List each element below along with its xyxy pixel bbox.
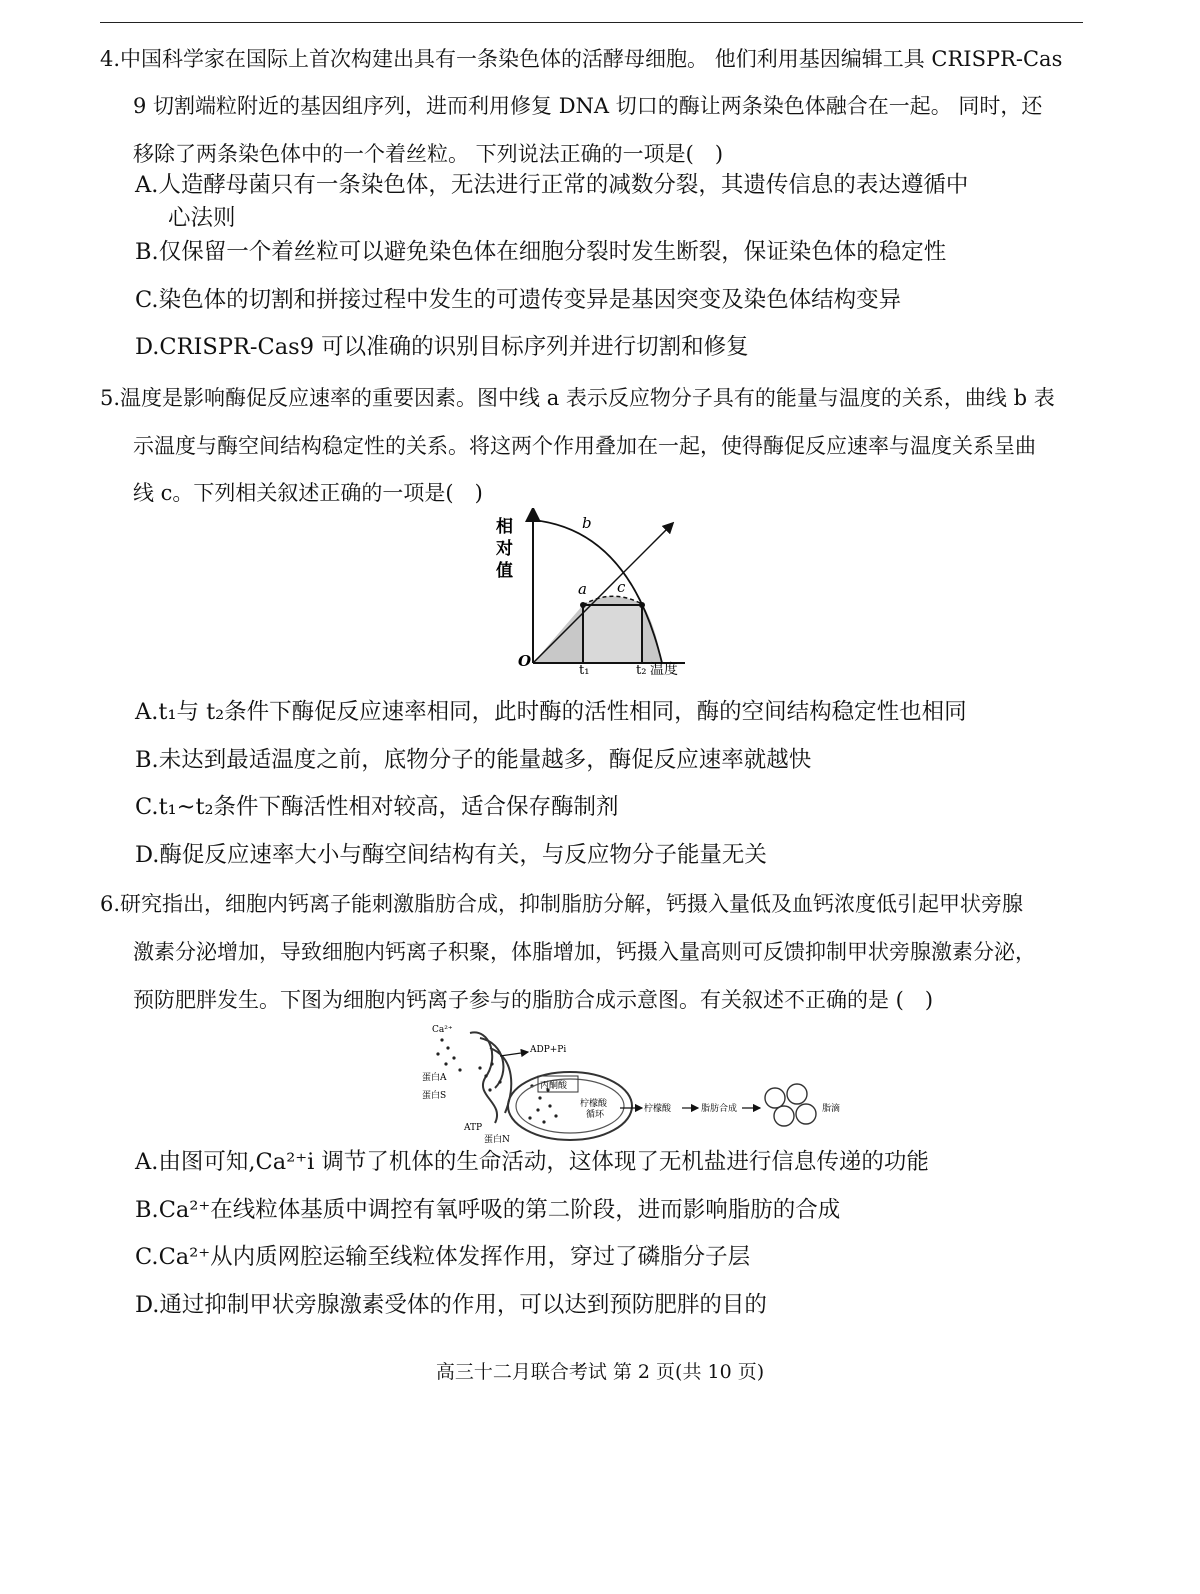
adp-label: ADP+Pi: [530, 1045, 567, 1055]
q4-option-d: D.CRISPR-Cas9 可以准确的识别目标序列并进行切割和修复: [135, 334, 749, 360]
q5-option-c: C.t₁~t₂条件下酶活性相对较高，适合保存酶制剂: [135, 794, 619, 820]
label-a: a: [578, 580, 587, 598]
q5-stem-line-2: 示温度与酶空间结构稳定性的关系。将这两个作用叠加在一起，使得酶促反应速率与温度关系呈曲: [133, 434, 1036, 458]
point-t2: [639, 602, 645, 608]
t2-label: t₂: [636, 663, 647, 678]
q4-stem-line-2: 9 切割端粒附近的基因组序列，进而利用修复 DNA 切口的酶让两条染色体融合在一起。 同时，还: [133, 94, 1043, 118]
calcium-fat-synthesis-diagram: [420, 1018, 860, 1148]
fat-synthesis-label: 脂肪合成: [701, 1104, 738, 1114]
mitochondrion-inner: [516, 1079, 624, 1133]
citric-acid-label: 柠檬酸: [644, 1104, 672, 1114]
atp-label: ATP: [464, 1123, 483, 1133]
q4-option-c: C.染色体的切割和拼接过程中发生的可遗传变异是基因突变及染色体结构变异: [135, 287, 902, 313]
enzyme-temperature-graph: [490, 508, 690, 678]
mitochondrion: [508, 1072, 632, 1140]
q5-option-a: A.t₁与 t₂条件下酶促反应速率相同，此时酶的活性相同，酶的空间结构稳定性也相同: [135, 699, 967, 725]
pyruvate-label: 丙酮酸: [540, 1081, 568, 1091]
q6-option-a: A.由图可知,Ca²⁺i 调节了机体的生命活动，这体现了无机盐进行信息传递的功能: [135, 1149, 929, 1175]
fat-droplet-circles: [765, 1084, 816, 1126]
q5-stem-line-1: 5.温度是影响酶促反应速率的重要因素。图中线 a 表示反应物分子具有的能量与温度的关系，曲线 b 表: [100, 386, 1055, 410]
y-label-char-2: 对: [496, 539, 513, 559]
q4-option-a-cont: 心法则: [168, 205, 236, 231]
q4-option-a: A.人造酵母菌只有一条染色体，无法进行正常的减数分裂，其遗传信息的表达遵循中: [135, 172, 969, 198]
point-t1: [580, 602, 586, 608]
q4-stem-line-3: 移除了两条染色体中的一个着丝粒。 下列说法正确的一项是( ): [133, 142, 724, 166]
label-b: b: [582, 514, 592, 532]
t1-t2-rectangle: [583, 605, 642, 663]
ca-label: Ca²⁺: [432, 1025, 453, 1035]
header-rule: [100, 22, 1083, 23]
protein-n-label: 蛋白N: [484, 1135, 510, 1145]
q6-stem-line-1: 6.研究指出，细胞内钙离子能刺激脂肪合成，抑制脂肪分解，钙摄入量低及血钙浓度低引起甲状旁腺: [100, 892, 1024, 916]
q4-stem-line-1: 4.中国科学家在国际上首次构建出具有一条染色体的活酵母细胞。 他们利用基因编辑工具 CRISPR-Cas: [100, 47, 1063, 71]
citric-cycle-label-1: 柠檬酸: [580, 1099, 608, 1109]
q4-option-b: B.仅保留一个着丝粒可以避免染色体在细胞分裂时发生断裂，保证染色体的稳定性: [135, 239, 947, 265]
q6-option-c: C.Ca²⁺从内质网腔运输至线粒体发挥作用，穿过了磷脂分子层: [135, 1244, 751, 1270]
q6-stem-line-3: 预防肥胖发生。下图为细胞内钙离子参与的脂肪合成示意图。有关叙述不正确的是 ( ): [133, 988, 934, 1012]
q6-stem-line-2: 激素分泌增加，导致细胞内钙离子积聚，体脂增加，钙摄入量高则可反馈抑制甲状旁腺激素分泌，: [133, 940, 1036, 964]
adp-arrow: [500, 1052, 528, 1056]
protein-s-label: 蛋白S: [422, 1091, 447, 1101]
q6-option-b: B.Ca²⁺在线粒体基质中调控有氧呼吸的第二阶段，进而影响脂肪的合成: [135, 1197, 841, 1223]
origin-label: O: [518, 652, 532, 670]
y-label-char-1: 相: [496, 517, 513, 537]
fat-droplet-label: 脂滴: [822, 1104, 841, 1114]
q5-option-d: D.酶促反应速率大小与酶空间结构有关，与反应物分子能量无关: [135, 842, 767, 868]
label-c: c: [617, 578, 626, 596]
t1-label: t₁: [579, 663, 590, 678]
page-footer: 高三十二月联合考试 第 2 页(共 10 页): [435, 1361, 765, 1383]
y-label-char-3: 值: [496, 561, 513, 581]
q5-option-b: B.未达到最适温度之前，底物分子的能量越多，酶促反应速率就越快: [135, 747, 812, 773]
protein-a-label: 蛋白A: [422, 1073, 447, 1083]
q5-stem-line-3: 线 c。下列相关叙述正确的一项是( ): [133, 481, 483, 505]
endoplasmic-reticulum: [470, 1032, 511, 1123]
citric-cycle-label-2: 循环: [586, 1110, 605, 1120]
q6-option-d: D.通过抑制甲状旁腺激素受体的作用，可以达到预防肥胖的目的: [135, 1292, 767, 1318]
x-label: 温度: [650, 662, 678, 678]
